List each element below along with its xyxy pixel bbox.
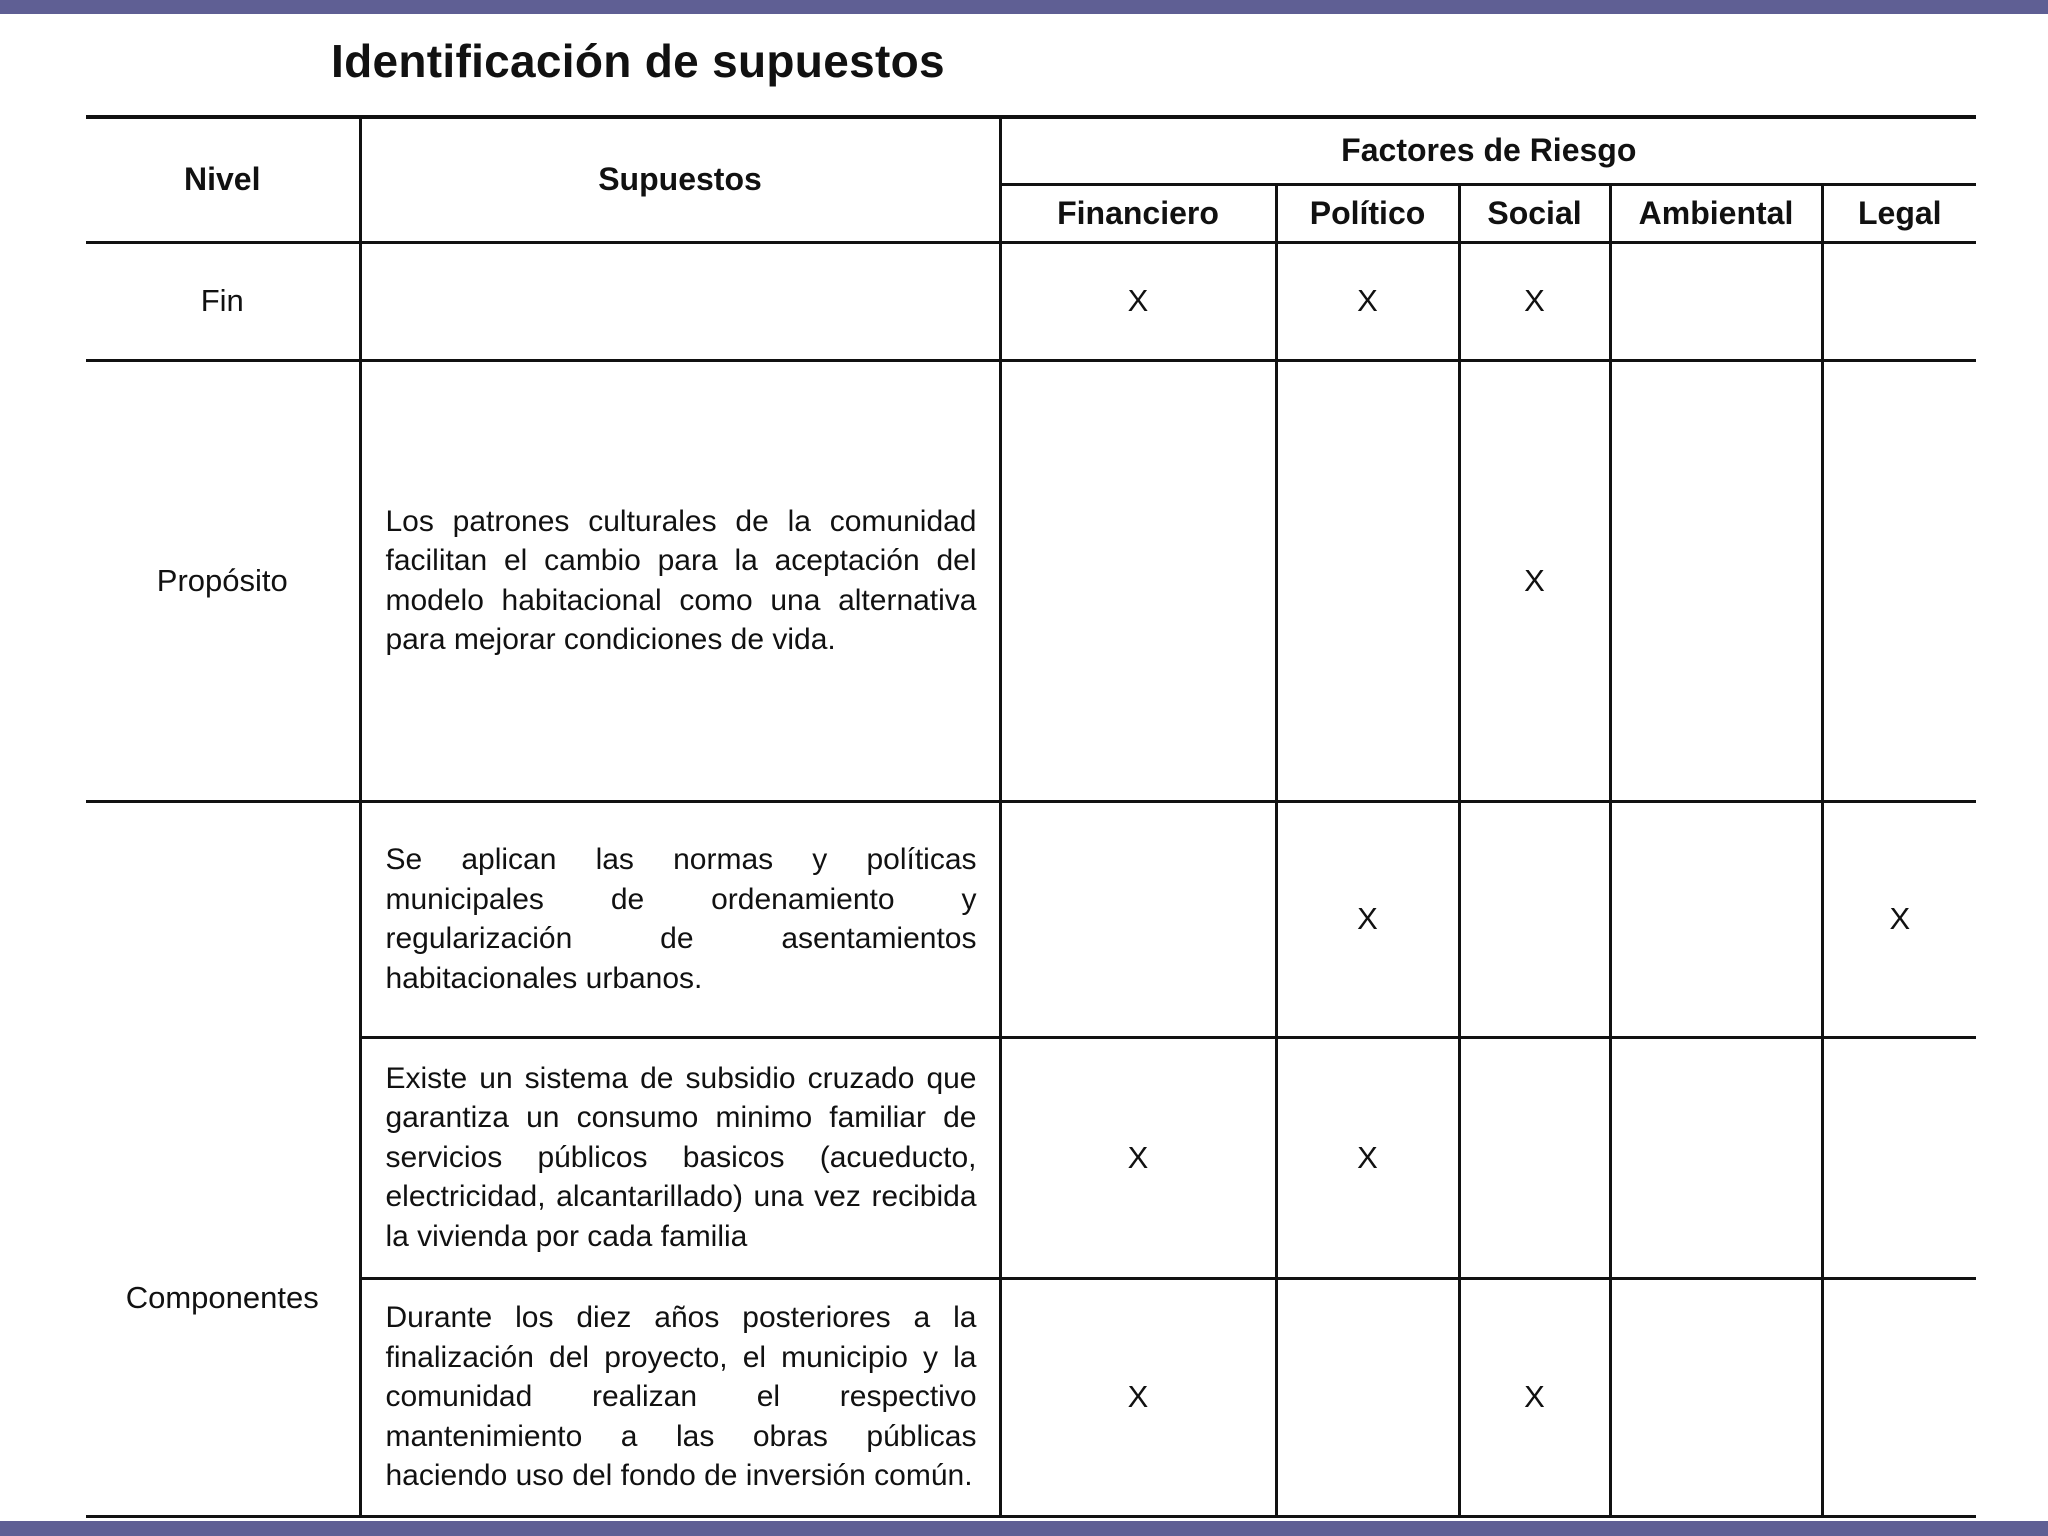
financiero-mark [1000, 801, 1276, 1037]
header-row-1 [86, 117, 1976, 184]
header-financiero: Financiero [1000, 184, 1276, 242]
nivel-cell: Fin [86, 242, 360, 360]
header-nivel: Nivel [86, 117, 360, 242]
legal-mark [1822, 360, 1976, 801]
header-factores-de-riesgo: Factores de Riesgo [1000, 117, 1976, 184]
social-mark: X [1459, 360, 1610, 801]
page-title: Identificación de supuestos [331, 35, 945, 87]
ambiental-mark [1610, 360, 1822, 801]
supuesto-cell: Existe un sistema de subsidio cruzado que garantiza un consumo minimo familiar de servicios públicos basicos (acueducto, electricidad, alcantarillado) una vez recibida la vivienda por cada familia [360, 1037, 1000, 1278]
ambiental-mark [1610, 801, 1822, 1037]
legal-mark [1822, 1037, 1976, 1278]
social-mark [1459, 1037, 1610, 1278]
bottom-band [0, 1521, 2048, 1536]
social-mark: X [1459, 242, 1610, 360]
financiero-mark: X [1000, 1278, 1276, 1516]
header-legal: Legal [1822, 184, 1976, 242]
legal-mark [1822, 1278, 1976, 1516]
table-row [86, 360, 1976, 801]
top-band [0, 0, 2048, 14]
header-supuestos: Supuestos [360, 117, 1000, 242]
ambiental-mark [1610, 1037, 1822, 1278]
supuesto-cell [360, 242, 1000, 360]
politico-mark [1276, 360, 1459, 801]
supuesto-cell: Durante los diez años posteriores a la finalización del proyecto, el municipio y la comunidad realizan el respectivo mantenimiento a las obras públicas haciendo uso del fondo de inversión común. [360, 1278, 1000, 1516]
nivel-label: Componentes [125, 1279, 319, 1315]
ambiental-mark [1610, 1278, 1822, 1516]
financiero-mark [1000, 360, 1276, 801]
nivel-cell-componentes [86, 801, 360, 1516]
supuesto-cell: Los patrones culturales de la comunidad facilitan el cambio para la aceptación del modelo habitacional como una alternativa para mejorar condiciones de vida. [360, 360, 1000, 801]
social-mark [1459, 801, 1610, 1037]
social-mark: X [1459, 1278, 1610, 1516]
supuesto-cell: Se aplican las normas y políticas municipales de ordenamiento y regularización de asentamientos habitacionales urbanos. [360, 801, 1000, 1037]
table-row [86, 1278, 1976, 1516]
politico-mark: X [1276, 1037, 1459, 1278]
financiero-mark: X [1000, 242, 1276, 360]
legal-mark [1822, 242, 1976, 360]
nivel-cell: Propósito [86, 360, 360, 801]
header-social: Social [1459, 184, 1610, 242]
table-row [86, 242, 1976, 360]
politico-mark: X [1276, 242, 1459, 360]
table-row [86, 1037, 1976, 1278]
financiero-mark: X [1000, 1037, 1276, 1278]
politico-mark: X [1276, 801, 1459, 1037]
header-ambiental: Ambiental [1610, 184, 1822, 242]
politico-mark [1276, 1278, 1459, 1516]
table-row [86, 801, 1976, 1037]
header-politico: Político [1276, 184, 1459, 242]
assumptions-table [86, 115, 1976, 1518]
ambiental-mark [1610, 242, 1822, 360]
legal-mark: X [1822, 801, 1976, 1037]
